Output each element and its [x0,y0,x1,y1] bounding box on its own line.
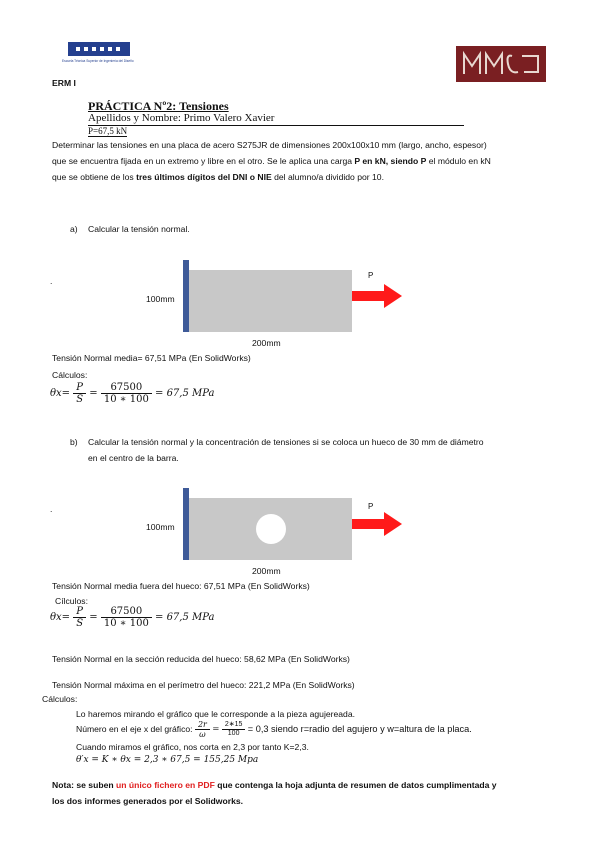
student-name [88,112,464,126]
part-b-calc-label-2: Cálculos: [42,694,78,704]
part-b-calc-line-2 [76,720,472,739]
part-b-result-1: Tensión Normal media fuera del hueco: 67,51 MPa (En SolidWorks) [52,581,310,591]
school-logo-caption: Escuela Técnica Superior de Ingeniería del Diseño [62,59,134,63]
eq-a-lhs: θx= [50,388,71,399]
eq-a-eq: = [89,388,98,399]
calc-l2-frac2-den: 100 [222,729,246,738]
part-a-dot: . [50,276,53,286]
plate-a [189,270,352,332]
plate-figure-b [140,486,410,586]
calc-l2-eq: = [212,724,220,734]
hole [256,514,286,544]
intro-line-3 [52,171,572,184]
eq-b-num2: 67500 [110,606,143,617]
intro-line-2-c: el módulo en kN [426,156,491,166]
note-line-1 [52,779,572,792]
intro-line-1: Determinar las tensiones en una placa de acero S275JR de dimensiones 200x100x10 mm (largo, ancho, espesor) [52,140,487,150]
load-label-b: P [368,502,374,511]
department-logo-icon [456,46,546,82]
height-label-a: 100mm [146,294,175,304]
eq-a-den2: 10 ∗ 100 [101,393,152,405]
note [52,779,572,808]
course-label: ERM I [52,78,76,88]
part-b-result-3: Tensión Normal máxima en el perímetro del hueco: 221,2 MPa (En SolidWorks) [52,680,355,690]
intro-line-2-b: P en kN, siendo P [354,156,427,166]
load-arrow-b [352,512,404,536]
part-b-label: b) [70,437,78,447]
eq-b-frac2 [101,606,152,629]
eq-b-num1: P [76,606,84,617]
calc-l2-frac1-num: 2r [197,720,207,729]
calc-l2-frac1-den: ω [195,729,210,739]
calc-l2-frac2 [222,721,246,738]
part-b-dot: . [50,504,53,514]
intro-line-3-c: del alumno/a dividido por 10. [271,172,384,182]
eq-a-rhs: = 67,5 MPa [155,388,215,399]
note-c: que contenga la hoja adjunta de resumen de datos cumplimentada y [214,780,497,790]
eq-b-eq: = [89,612,98,623]
part-a-equation [50,382,215,405]
part-b-equation [50,606,215,629]
intro-paragraph [52,139,572,184]
intro-line-2-a: que se encuentra fijada en un extremo y libre en el otro. Se le aplica una carga [52,156,355,166]
intro-line-3-a: que se obtiene de los [52,172,137,182]
part-a-question: Calcular la tensión normal. [88,224,190,234]
eq-b-rhs: = 67,5 MPa [155,612,215,623]
note-a: Nota: se suben [52,780,116,790]
load-value: P=67,5 kN [88,126,128,136]
eq-a-frac1 [73,382,86,405]
eq-a-frac2 [101,382,152,405]
school-logo [62,40,142,70]
part-b-calc-line-1: Lo haremos mirando el gráfico que le corresponde a la pieza agujereada. [76,709,355,719]
height-label-b: 100mm [146,522,175,532]
eq-b-den1: S [73,617,86,629]
part-b-result-2: Tensión Normal en la sección reducida del hueco: 58,62 MPa (En SolidWorks) [52,654,350,664]
eq-a-num2: 67500 [110,382,143,393]
load-arrow-a [352,284,404,308]
school-logo-icon [62,40,142,70]
student-name-text: Apellidos y Nombre: Primo Valero Xavier [88,112,275,124]
calc-l2-text: Número en el eje x del gráfico: [76,724,193,734]
calc-l2-frac1 [195,720,210,739]
plate-figure-a [140,258,410,358]
eq-b-frac1 [73,606,86,629]
eq-a-num1: P [76,382,84,393]
part-b-calc-label: Cílculos: [55,596,88,606]
eq-b-den2: 10 ∗ 100 [101,617,152,629]
note-b: un único fichero en PDF [116,780,215,790]
intro-line-3-b: tres últimos dígitos del DNI o NIE [136,172,272,182]
note-line-2: los dos informes generados por el Solidworks. [52,796,244,806]
part-a-calc-label: Cálculos: [52,370,88,380]
intro-line-2 [52,155,572,168]
page-title: PRÁCTICA Nº2: Tensiones [88,99,229,113]
part-b-question-1: Calcular la tensión normal y la concentración de tensiones si se coloca un hueco de 30 mm de diámetro [88,437,484,447]
part-b-question-2: en el centro de la barra. [88,453,179,463]
eq-b-lhs: θx= [50,612,71,623]
part-b-calc-line-4: θ′x = K ∗ θx = 2,3 ∗ 67,5 = 155,25 Mpa [76,755,259,765]
part-a-result: Tensión Normal media= 67,51 MPa (En SolidWorks) [52,353,251,363]
length-label-b: 200mm [252,566,281,576]
calc-l2-frac2-num: 2∗15 [224,721,243,728]
eq-a-den1: S [73,393,86,405]
part-a-label: a) [70,224,78,234]
calc-l2-rest: = 0,3 siendo r=radio del agujero y w=altura de la placa. [247,724,472,734]
department-logo [456,46,546,82]
part-b-calc-line-3: Cuando miramos el gráfico, nos corta en 2,3 por tanto K=2,3. [76,742,309,752]
load-label-a: P [368,271,374,280]
length-label-a: 200mm [252,338,281,348]
